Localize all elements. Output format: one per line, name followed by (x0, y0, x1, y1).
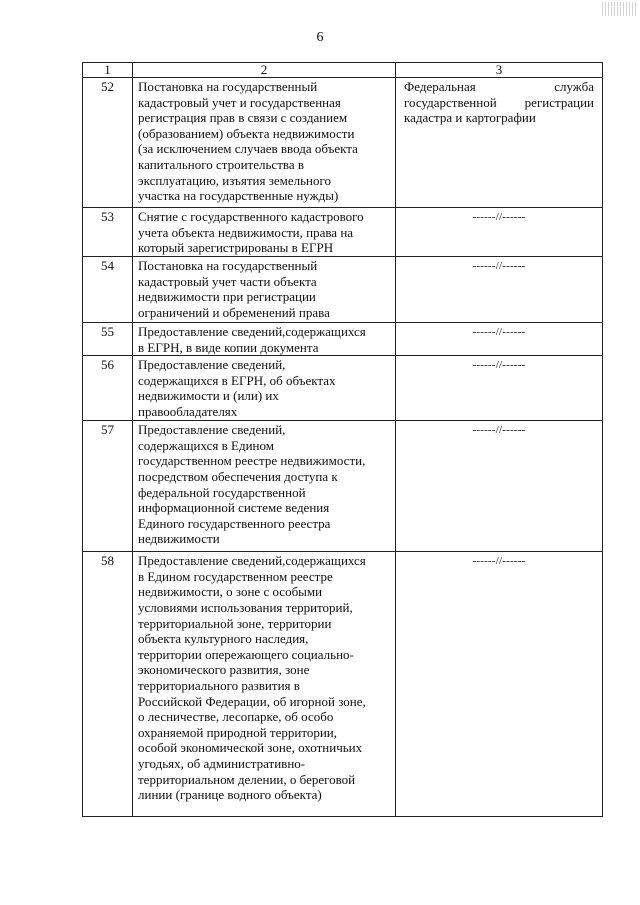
description-line: условиями использования территорий, (138, 599, 353, 615)
service-description (133, 78, 396, 208)
description-line: недвижимости и (или) их (138, 388, 279, 404)
ditto-mark: ------//------ (396, 208, 603, 257)
description-line: Постановка на государственный (138, 258, 318, 273)
table-row (83, 421, 603, 552)
row-number: 53 (83, 208, 133, 257)
description-line: Предоставление сведений,содержащихся (138, 553, 366, 569)
table-row (83, 257, 603, 323)
column-header-3: 3 (396, 63, 603, 78)
row-number: 52 (83, 78, 133, 208)
row-number: 55 (83, 323, 133, 356)
table-row (83, 208, 603, 257)
responsible-agency: Федеральная служба государственной регистрации кадастра и картографии (396, 78, 603, 208)
services-table (82, 62, 603, 817)
ditto-mark: ------//------ (396, 323, 603, 356)
table-header-row (83, 63, 603, 78)
table-row (83, 323, 603, 356)
description-line: участка на государственные нужды) (138, 188, 339, 204)
description-line: учета объекта недвижимости, права на (138, 224, 354, 240)
description-line: территориального развития в (138, 677, 300, 693)
description-line: в ЕГРН, в виде копии документа (138, 339, 319, 355)
description-line: посредством обеспечения доступа к (138, 468, 338, 484)
row-number: 54 (83, 257, 133, 323)
description-line: капитального строительства в (138, 156, 304, 172)
description-line: (за исключением случаев ввода объекта (138, 141, 358, 157)
table-row (83, 78, 603, 208)
description-line: о лесничестве, лесопарке, об особо (138, 709, 334, 725)
description-line: (образованием) объекта недвижимости (138, 125, 355, 141)
service-description (133, 257, 396, 323)
description-line: информационной системе ведения (138, 500, 330, 516)
ditto-mark: ------//------ (396, 552, 603, 817)
description-line: Снятие с государственного кадастрового (138, 209, 364, 224)
description-line: правообладателях (138, 403, 238, 419)
description-line: содержащихся в ЕГРН, об объектах (138, 372, 336, 388)
description-line: кадастровый учет и государственная (138, 94, 341, 110)
scan-corner-mark (602, 2, 638, 16)
row-number: 58 (83, 552, 133, 817)
description-line: ограничений и обременений права (138, 304, 330, 320)
ditto-mark: ------//------ (396, 421, 603, 552)
row-number: 57 (83, 421, 133, 552)
description-line: Российской Федерации, об игорной зоне, (138, 693, 366, 709)
service-description (133, 323, 396, 356)
ditto-mark: ------//------ (396, 356, 603, 421)
description-line: угодьях, об административно- (138, 755, 306, 771)
description-line: линии (границе водного объекта) (138, 787, 322, 803)
description-line: который зарегистрированы в ЕГРН (138, 240, 334, 256)
description-line: недвижимости, о зоне с особыми (138, 584, 323, 600)
description-line: особой экономической зоне, охотничьих (138, 740, 363, 756)
description-line: государственном реестре недвижимости, (138, 453, 366, 469)
description-line: Предоставление сведений, (138, 357, 286, 373)
ditto-mark: ------//------ (396, 257, 603, 323)
service-description (133, 208, 396, 257)
table-row (83, 552, 603, 817)
description-line: Единого государственного реестра (138, 515, 331, 531)
column-header-2: 2 (133, 63, 396, 78)
description-line: территориальной зоне, территории (138, 615, 332, 631)
column-header-1: 1 (83, 63, 133, 78)
service-description (133, 552, 396, 817)
description-line: содержащихся в Едином (138, 437, 274, 453)
page-number: 6 (316, 30, 324, 45)
description-line: федеральной государственной (138, 484, 306, 500)
description-line: экономического развития, зоне (138, 662, 310, 678)
description-line: недвижимости при регистрации (138, 289, 316, 305)
description-line: кадастровый учет части объекта (138, 273, 317, 289)
description-line: Предоставление сведений, (138, 422, 286, 438)
row-number: 56 (83, 356, 133, 421)
description-line: объекта культурного наследия, (138, 631, 309, 647)
description-line: недвижимости (138, 531, 220, 547)
description-line: эксплуатацию, изъятия земельного (138, 172, 332, 188)
service-description (133, 356, 396, 421)
table-row (83, 356, 603, 421)
description-line: Постановка на государственный (138, 79, 318, 94)
service-description (133, 421, 396, 552)
description-line: Предоставление сведений,содержащихся (138, 324, 366, 339)
description-line: территориальном делении, о береговой (138, 771, 356, 787)
description-line: в Едином государственном реестре (138, 568, 333, 584)
description-line: регистрация прав в связи с созданием (138, 110, 348, 126)
description-line: территории опережающего социально- (138, 646, 354, 662)
description-line: охраняемой природной территории, (138, 724, 337, 740)
